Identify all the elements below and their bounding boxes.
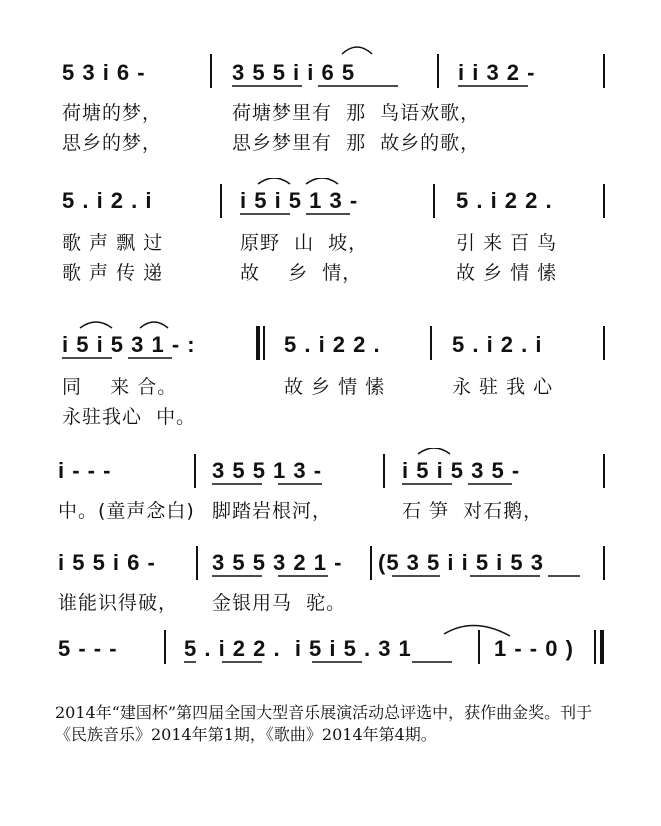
notes-measure: 3 5 5 i i 6 5 [232, 60, 356, 85]
beams-and-slurs [0, 448, 661, 498]
notes-measure: 5 . i 2 . i [452, 332, 543, 357]
notes-measure: 5 - - - [58, 636, 118, 661]
notes-measure: 5 . i 2 2 . [284, 332, 381, 357]
beams-and-slurs [0, 318, 661, 368]
lyric-line: 金银用马 驼。 [212, 592, 347, 614]
lyric-line: 永 驻 我 心 [452, 376, 554, 398]
notes-measure: 1 - - 0 ) [494, 636, 574, 661]
lyric-line: 故 乡 情 愫 [456, 262, 558, 284]
lyric-line: 同 来 合。 [62, 376, 178, 398]
notes-measure: 5 . i 2 2 . [456, 188, 553, 213]
lyric-line: 中。(童声念白) [58, 500, 195, 522]
lyric-line: 引 来 百 鸟 [456, 232, 558, 254]
lyric-line: 思乡的梦， [62, 132, 163, 154]
notes-measure: i 5 5 i 6 - [58, 550, 156, 575]
lyric-line: 石 笋 对石鹅， [402, 500, 544, 522]
lyric-line: 故 乡 情， [240, 262, 363, 284]
notes-measure: i i 3 2 - [458, 60, 536, 85]
notes-measure: 5 . i 2 . i [62, 188, 153, 213]
notes-measure: i 5 i 5 1 3 - [240, 188, 359, 213]
notes-measure: (5 3 5 i i 5 i 5 3 [378, 550, 544, 575]
lyric-line: 荷塘梦里有 那 鸟语欢歌， [232, 102, 481, 124]
notes-measure: i 5 i 5 3 1 - : [62, 332, 196, 357]
lyric-line: 原野 山 坡， [240, 232, 369, 254]
caption-note: 2014年“建国杯”第四届全国大型音乐展演活动总评选中，获作曲金奖。刊于《民族音乐》2014年第1期，《歌曲》2014年第4期。 [55, 703, 593, 744]
beams-and-slurs [0, 40, 661, 100]
notes-measure: 3 5 5 3 2 1 - [212, 550, 343, 575]
beams-and-slurs [0, 540, 661, 590]
lyric-line: 故 乡 情 愫 [284, 376, 386, 398]
lyric-line: 思乡梦里有 那 故乡的歌， [232, 132, 481, 154]
lyric-line: 歌 声 传 递 [62, 262, 164, 284]
notes-measure: i 5 i 5 3 5 - [402, 458, 521, 483]
notes-measure: 5 . i 2 2 . i 5 i 5 . 3 1 [184, 636, 412, 661]
lyric-line: 脚踏岩根河， [212, 500, 333, 522]
notes-measure: 5 3 i 6 - [62, 60, 146, 85]
notes-measure: i - - - [58, 458, 112, 483]
lyric-line: 歌 声 飘 过 [62, 232, 164, 254]
beams-and-slurs [0, 178, 661, 228]
notes-measure: 3 5 5 1 3 - [212, 458, 323, 483]
lyric-line: 谁能识得破， [58, 592, 179, 614]
lyric-line: 永驻我心 中。 [62, 406, 197, 428]
beams-and-slurs [0, 622, 661, 672]
lyric-line: 荷塘的梦， [62, 102, 163, 124]
